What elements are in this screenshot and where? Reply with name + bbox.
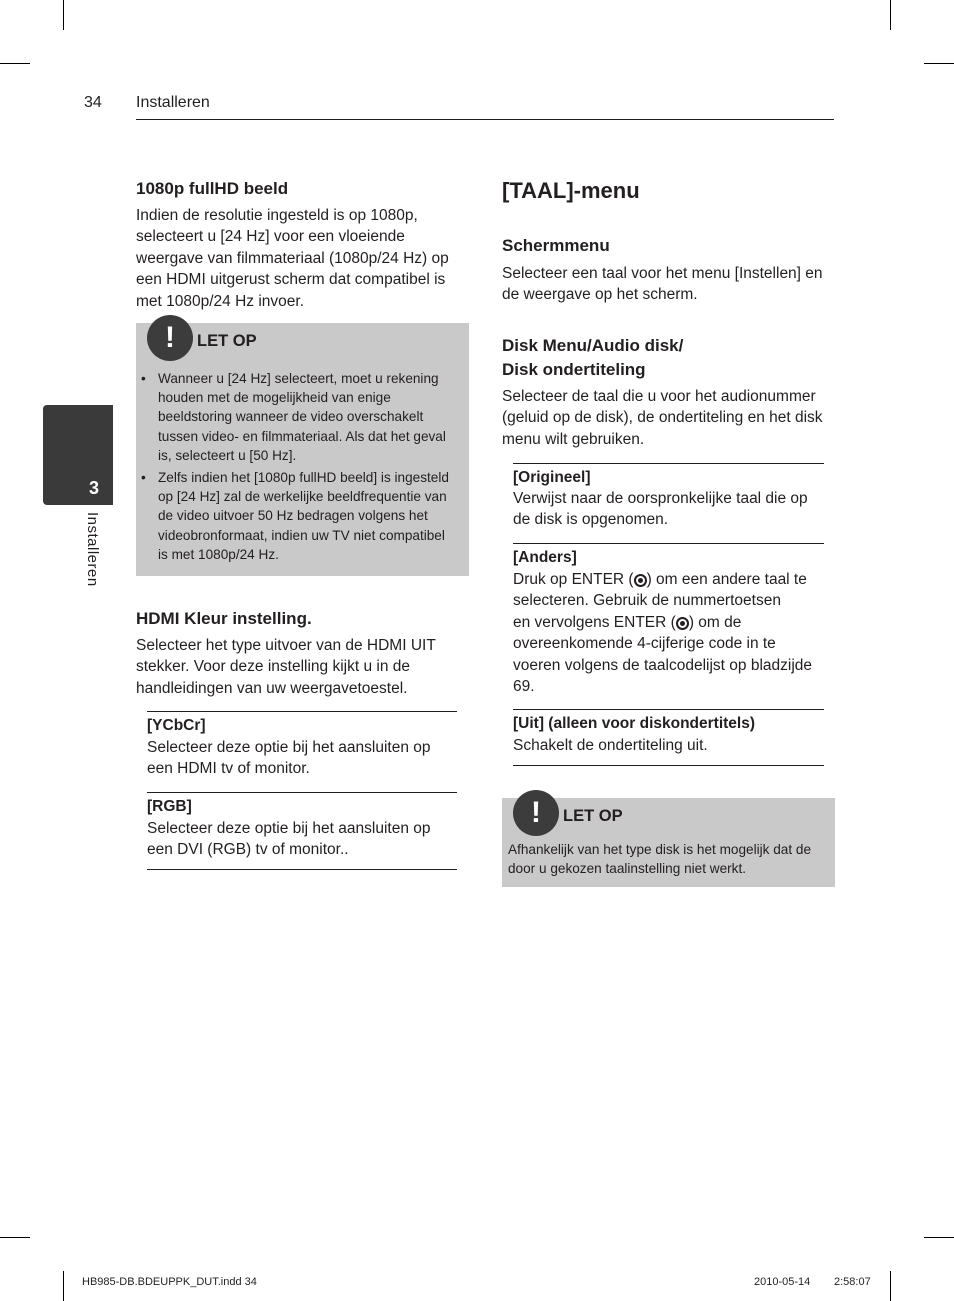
text-line: is met 1080p/24 Hz. (158, 546, 279, 562)
chapter-number: 3 (88, 478, 99, 498)
page-number: 34 (84, 94, 102, 111)
option-title-origineel: [Origineel] (513, 469, 591, 486)
chapter-tab (43, 405, 113, 505)
option-desc-ycbcr (147, 737, 467, 780)
chapter-label: Installeren (84, 512, 101, 587)
text-line: de disk is opgenomen. (513, 511, 669, 529)
option-rule (147, 792, 457, 793)
option-rule (513, 543, 824, 544)
hdmi-body (136, 635, 476, 699)
heading-line: Disk ondertiteling (502, 360, 646, 379)
crop-mark (63, 0, 64, 30)
exclamation-icon: ! (513, 790, 559, 836)
list-item (136, 468, 469, 564)
note-text (508, 840, 833, 878)
note-box (136, 323, 469, 576)
crop-mark (0, 63, 30, 64)
note-title: LET OP (197, 332, 257, 350)
text-line: Afhankelijk van het type disk is het mogelijk dat de (508, 842, 812, 857)
note-box (502, 798, 835, 887)
option-rule (513, 765, 824, 766)
text-line: een HDMI tv of monitor. (147, 760, 310, 778)
disk-body (502, 386, 847, 450)
text-line: handleidingen van uw weergavetoestel. (136, 679, 408, 697)
text-line: stekker. Voor deze instelling kijkt u in de (136, 658, 410, 676)
text-line: weergave van filmmateriaal (1080p/24 Hz) op (136, 249, 449, 267)
option-desc-origineel (513, 488, 843, 531)
enter-icon (676, 617, 689, 630)
crop-mark (890, 0, 891, 30)
text-span: Druk op ENTER ( (513, 571, 634, 588)
text-line: door u gekozen taalinstelling niet werkt. (508, 861, 747, 877)
text-span: en vervolgens ENTER ( (513, 613, 676, 631)
text-line: met 1080p/24 Hz invoer. (136, 292, 305, 310)
section-heading-schermmenu: Schermmenu (502, 236, 610, 255)
note-title: LET OP (563, 807, 623, 825)
text-line: Selecteer het type uitvoer van de HDMI UIT (136, 637, 436, 654)
option-title-uit: [Uit] (alleen voor diskondertitels) (513, 715, 756, 732)
text-span: ) om de (688, 613, 742, 631)
text-line: een DVI (RGB) tv of monitor.. (147, 841, 349, 859)
text-line: Schakelt de ondertiteling uit. (513, 737, 708, 754)
enter-icon (634, 574, 647, 587)
text-line: tussen video- en filmmateriaal. Als dat het geval (158, 428, 446, 444)
option-rule (513, 463, 824, 464)
list-item (136, 369, 469, 465)
text-span: ) om een andere taal te (646, 571, 807, 588)
heading-line: Disk Menu/Audio disk/ (502, 336, 684, 355)
page-title: [TAAL]-menu (502, 178, 640, 203)
crop-mark (924, 63, 954, 64)
option-desc-anders (513, 569, 843, 697)
text-line (513, 612, 843, 633)
option-desc-rgb (147, 818, 467, 861)
text-line: videobronformaat, indien uw TV niet compatibel (158, 527, 445, 543)
section-heading-disk (502, 334, 683, 382)
text-line (513, 569, 843, 590)
text-line: de video uitvoer 50 Hz bedragen volgens het (158, 508, 428, 524)
text-line: selecteren. Gebruik de nummertoetsen (513, 592, 781, 610)
text-line: Selecteer een taal voor het menu [Instellen] en (502, 265, 823, 282)
text-line: Selecteer deze optie bij het aansluiten op (147, 739, 431, 756)
text-line: voeren volgens de taalcodelijst op bladzijde (513, 656, 813, 674)
option-rule (147, 711, 457, 712)
text-line: Selecteer deze optie bij het aansluiten op (147, 820, 431, 837)
footer-time: 2:58:07 (834, 1276, 871, 1288)
text-line: selecteert u [24 Hz] voor een vloeiende (136, 228, 405, 246)
crop-mark (63, 1271, 64, 1301)
text-line: • Wanneer u [24 Hz] selecteert, moet u rekening (158, 371, 439, 386)
text-line: is, selecteert u [50 Hz]. (158, 447, 297, 463)
text-line: overeenkomende 4-cijferige code in te (513, 635, 776, 653)
header-rule (136, 119, 834, 120)
text-line: • Zelfs indien het [1080p fullHD beeld] is ingesteld (158, 470, 449, 486)
section-heading-hdmi: HDMI Kleur instelling. (136, 609, 312, 628)
option-title-rgb: [RGB] (147, 798, 192, 815)
text-line: op [24 Hz] zal de werkelijke beeldfrequentie van (158, 489, 447, 505)
text-line: Indien de resolutie ingesteld is op 1080p, (136, 207, 418, 224)
option-title-ycbcr: [YCbCr] (147, 717, 206, 734)
crop-mark (890, 1271, 891, 1301)
option-rule (513, 709, 824, 710)
crop-mark (0, 1237, 30, 1238)
note-list (136, 369, 469, 567)
text-line: houden met de mogelijkheid van enige (158, 390, 391, 406)
crop-mark (924, 1237, 954, 1238)
option-rule (147, 869, 457, 870)
text-line: (geluid op de disk), de ondertiteling en het disk (502, 409, 823, 427)
text-line: een HDMI uitgerust scherm dat compatibel is (136, 271, 446, 289)
text-line: de weergave op het scherm. (502, 286, 698, 304)
option-desc-uit (513, 735, 843, 756)
schermmenu-body (502, 263, 842, 306)
option-title-anders: [Anders] (513, 549, 577, 566)
fullhd-body (136, 205, 476, 312)
footer-date: 2010-05-14 (754, 1276, 811, 1288)
text-line: 69. (513, 678, 535, 696)
text-line: menu wilt gebruiken. (502, 430, 645, 448)
exclamation-icon: ! (147, 315, 193, 361)
text-line: Verwijst naar de oorspronkelijke taal die op (513, 490, 808, 507)
section-heading-fullhd: 1080p fullHD beeld (136, 179, 289, 198)
text-line: Selecteer de taal die u voor het audionummer (502, 388, 816, 405)
text-line: beeldstoring wanneer de video overschakelt (158, 409, 424, 425)
footer-file: HB985-DB.BDEUPPK_DUT.indd 34 (82, 1276, 257, 1288)
running-header: Installeren (136, 94, 210, 111)
